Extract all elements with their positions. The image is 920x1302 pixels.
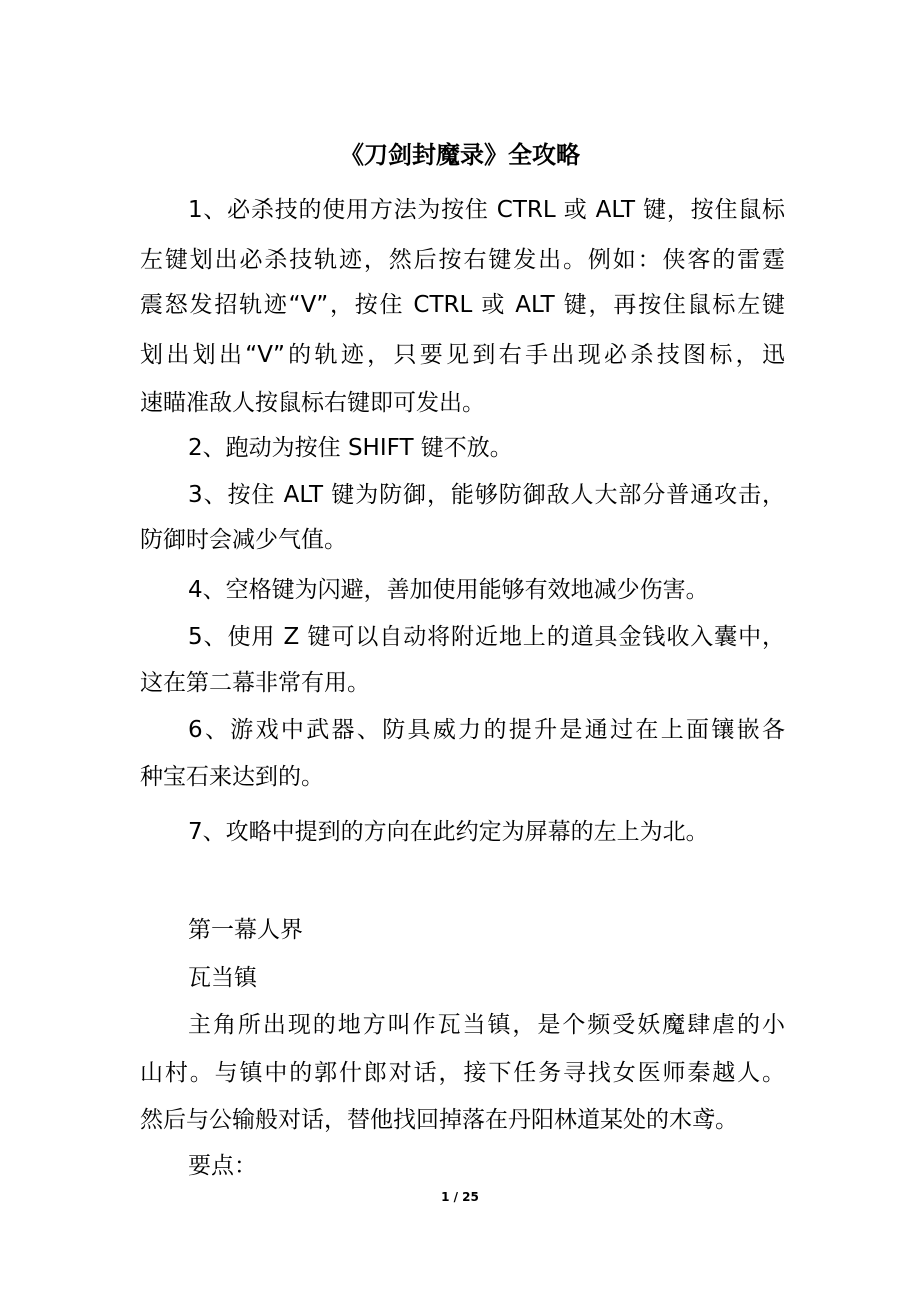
text-line: 瓦当镇 bbox=[188, 965, 257, 991]
text-line: 山村。与镇中的郭什郎对话，接下任务寻找女医师秦越人。 bbox=[140, 1060, 785, 1086]
text-line: 速瞄准敌人按鼠标右键即可发出。 bbox=[140, 390, 485, 416]
text-line: 4、空格键为闪避，善加使用能够有效地减少伤害。 bbox=[188, 577, 709, 603]
text-line: 3、按住 ALT 键为防御，能够防御敌人大部分普通攻击， bbox=[188, 482, 785, 508]
text-line: 种宝石来达到的。 bbox=[140, 764, 324, 790]
text-line: 防御时会减少气值。 bbox=[140, 527, 347, 553]
document-title: 《刀剑封魔录》全攻略 bbox=[340, 141, 580, 169]
text-line: 2、跑动为按住 SHIFT 键不放。 bbox=[188, 435, 513, 461]
text-line: 然后与公输般对话，替他找回掉落在丹阳林道某处的木鸢。 bbox=[140, 1107, 738, 1133]
text-line: 5、使用 Z 键可以自动将附近地上的道具金钱收入囊中， bbox=[188, 624, 785, 650]
text-line: 左键划出必杀技轨迹，然后按右键发出。例如：侠客的雷霆 bbox=[140, 247, 785, 273]
text-line: 划出划出“V”的轨迹，只要见到右手出现必杀技图标，迅 bbox=[140, 342, 785, 368]
text-line: 主角所出现的地方叫作瓦当镇，是个频受妖魔肆虐的小 bbox=[188, 1012, 785, 1038]
text-line: 这在第二幕非常有用。 bbox=[140, 670, 370, 696]
text-line: 7、攻略中提到的方向在此约定为屏幕的左上为北。 bbox=[188, 819, 709, 845]
text-line: 震怒发招轨迹“V”，按住 CTRL 或 ALT 键，再按住鼠标左键 bbox=[140, 292, 785, 318]
text-line: 6、游戏中武器、防具威力的提升是通过在上面镶嵌各 bbox=[188, 717, 785, 743]
page-number: 1 / 25 bbox=[441, 1190, 479, 1204]
text-line: 1、必杀技的使用方法为按住 CTRL 或 ALT 键，按住鼠标 bbox=[188, 197, 785, 223]
text-line: 要点： bbox=[188, 1153, 257, 1179]
text-line: 第一幕人界 bbox=[188, 917, 303, 943]
